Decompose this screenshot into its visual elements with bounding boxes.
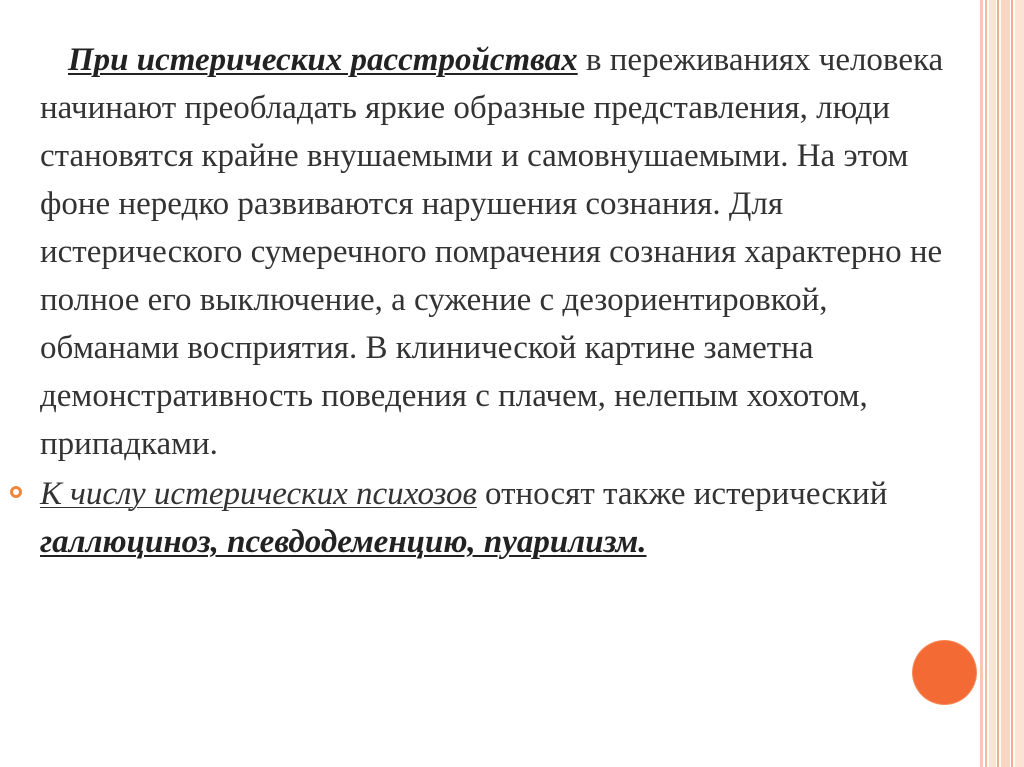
right-decorative-stripes: [980, 0, 1024, 767]
stripe: [1011, 0, 1013, 767]
stripe: [997, 0, 999, 767]
stripe: [989, 0, 996, 767]
para1-lead: в: [577, 42, 602, 78]
stripe: [1001, 0, 1010, 767]
paragraph-hysterical-psychoses: [40, 470, 960, 566]
emph-hysterical-psychoses: К числу истерических психозов: [40, 476, 477, 512]
para2-mid: относят также истерический: [476, 476, 888, 512]
heading-hysterical-disorders: При истерических расстройствах: [68, 42, 578, 78]
para1-body: переживаниях человека начинают преобладать яркие образные представления, люди становятся крайне внушаемыми и самовнушаемыми. На этом фоне нередко развиваются нарушения сознания. Для истерического сумеречного помрачения сознания характерно не полное его выключение, а сужение с дезориентировкой, обманами восприятия. В клинической картине заметна демонстративность поведения с плачем, нелепым хохотом, припадками.: [40, 42, 944, 462]
orange-ring-bullet-icon: [10, 486, 22, 498]
stripe: [985, 0, 987, 767]
stripe: [980, 0, 983, 767]
slide-text: [40, 36, 960, 566]
paragraph-hysterical-disorders: [40, 36, 960, 468]
terms-hallucinosis-pseudodementia-puerilism: галлюциноз, псевдодеменцию, пуарилизм.: [40, 524, 647, 560]
decorative-orange-circle: [913, 641, 976, 704]
stripe: [1015, 0, 1024, 767]
